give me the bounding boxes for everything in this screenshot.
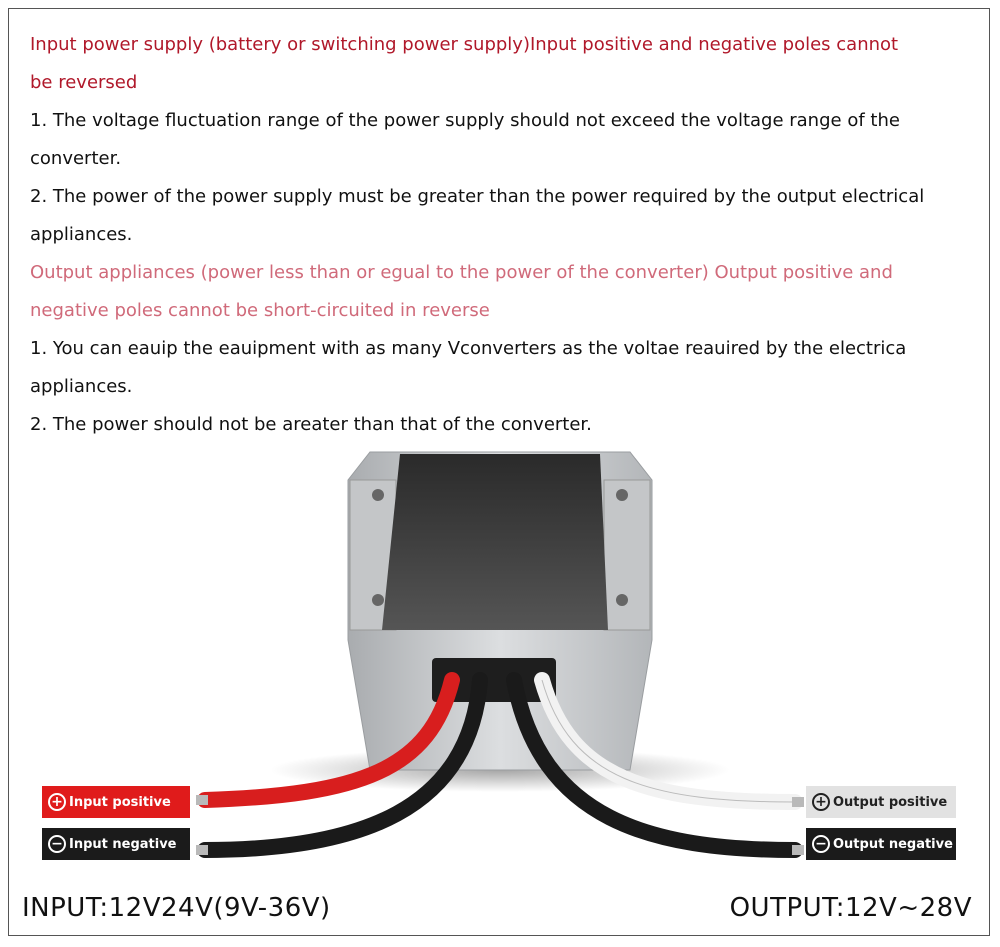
- output-heading-line-2: negative poles cannot be short-circuited in reverse: [30, 300, 490, 321]
- input-positive-text: Input positive: [69, 794, 171, 810]
- input-rule-2-line-2: appliances.: [30, 224, 133, 245]
- mounting-hole-icon: [616, 489, 628, 501]
- plus-circle-icon: +: [48, 793, 66, 811]
- input-negative-label: [42, 828, 190, 860]
- input-positive-label: [42, 786, 190, 818]
- right-flange: [604, 480, 650, 630]
- input-rule-1-line-2: converter.: [30, 148, 122, 169]
- output-voltage-spec: OUTPUT:12V~28V: [729, 893, 972, 923]
- output-rule-1-line-2: appliances.: [30, 376, 133, 397]
- output-rule-2: 2. The power should not be areater than that of the converter.: [30, 414, 592, 435]
- input-heading-line-1: Input power supply (battery or switching power supply)Input positive and negative poles cannot: [30, 34, 899, 55]
- input-heading-line-2: be reversed: [30, 72, 138, 93]
- instructions-text: [30, 26, 980, 444]
- wire-tip: [792, 845, 804, 855]
- minus-circle-icon: −: [812, 835, 830, 853]
- mounting-hole-icon: [616, 594, 628, 606]
- wire-tip: [196, 795, 208, 805]
- wire-tip: [196, 845, 208, 855]
- wire-tip: [792, 797, 804, 807]
- input-rule-2-line-1: 2. The power of the power supply must be greater than the power required by the output electrical: [30, 186, 925, 207]
- output-rule-1-line-1: 1. You can eauip the eauipment with as many Vconverters as the voltae reauired by the electrica: [30, 338, 907, 359]
- input-rule-1-line-1: 1. The voltage fluctuation range of the power supply should not exceed the voltage range of the: [30, 110, 900, 131]
- mounting-hole-icon: [372, 594, 384, 606]
- output-negative-text: Output negative: [833, 836, 953, 852]
- output-positive-text: Output positive: [833, 794, 948, 810]
- potting-face: [382, 454, 608, 630]
- output-negative-label: [806, 828, 956, 860]
- minus-circle-icon: −: [48, 835, 66, 853]
- plus-circle-icon: +: [812, 793, 830, 811]
- output-positive-label: [806, 786, 956, 818]
- mounting-hole-icon: [372, 489, 384, 501]
- input-negative-text: Input negative: [69, 836, 177, 852]
- input-voltage-spec: INPUT:12V24V(9V-36V): [22, 893, 331, 923]
- output-heading-line-1: Output appliances (power less than or egual to the power of the converter) Output positive and: [30, 262, 893, 283]
